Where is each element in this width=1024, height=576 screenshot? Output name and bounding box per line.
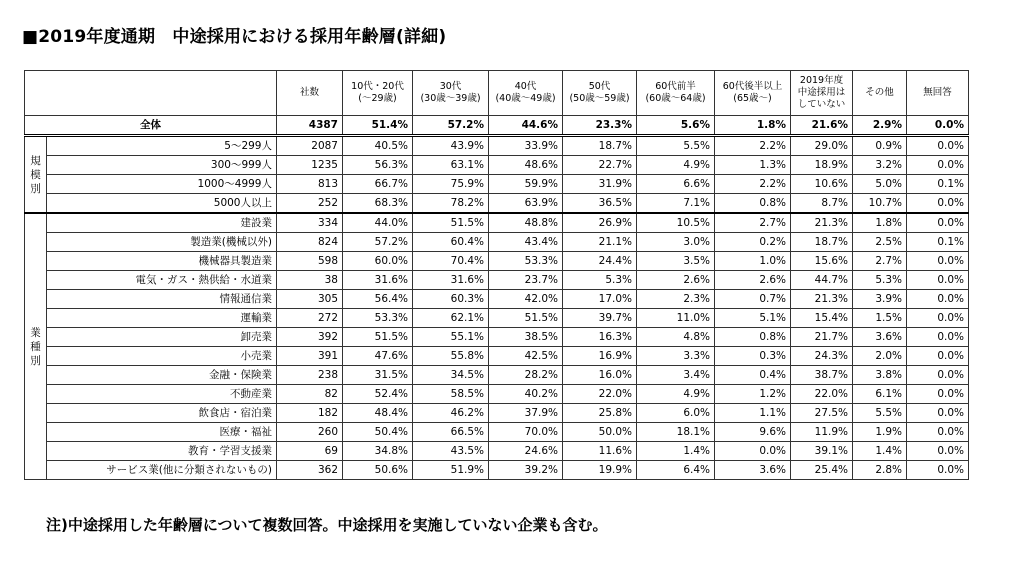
table-cell: 252 (277, 194, 343, 214)
row-label: 建設業 (47, 213, 277, 233)
table-cell: 0.0% (907, 252, 969, 271)
table-cell: 0.0% (907, 442, 969, 461)
table-cell: 0.8% (715, 328, 791, 347)
table-cell: 0.0% (907, 385, 969, 404)
table-row (25, 385, 969, 404)
table-cell: 0.0% (907, 156, 969, 175)
table-cell: 17.0% (563, 290, 637, 309)
table-cell: 2.7% (853, 252, 907, 271)
row-label: 300〜999人 (47, 156, 277, 175)
table-cell: 43.9% (413, 136, 489, 156)
table-row (25, 271, 969, 290)
table-cell: 0.0% (907, 328, 969, 347)
table-cell: 6.4% (637, 461, 715, 480)
table-cell: 1.1% (715, 404, 791, 423)
table-cell: 36.5% (563, 194, 637, 214)
table-cell: 1.3% (715, 156, 791, 175)
table-cell: 56.4% (343, 290, 413, 309)
table-cell: 82 (277, 385, 343, 404)
table-cell: 18.7% (791, 233, 853, 252)
table-cell: 6.6% (637, 175, 715, 194)
table-cell: 0.0% (715, 442, 791, 461)
table-cell: 0.2% (715, 233, 791, 252)
table-cell: 60.0% (343, 252, 413, 271)
table-cell: 0.0% (907, 461, 969, 480)
header-blank (25, 71, 277, 116)
table-cell: 5.5% (637, 136, 715, 156)
table-cell: 0.1% (907, 175, 969, 194)
header-other: その他 (853, 71, 907, 116)
table-cell: 21.3% (791, 290, 853, 309)
table-cell: 37.9% (489, 404, 563, 423)
table-cell: 3.6% (715, 461, 791, 480)
table-cell: 27.5% (791, 404, 853, 423)
row-label: 運輸業 (47, 309, 277, 328)
table-cell: 69 (277, 442, 343, 461)
table-cell: 47.6% (343, 347, 413, 366)
table-cell: 0.0% (907, 309, 969, 328)
table-cell: 31.6% (413, 271, 489, 290)
table-cell: 3.0% (637, 233, 715, 252)
table-cell: 19.9% (563, 461, 637, 480)
table-cell: 0.8% (715, 194, 791, 214)
table-cell: 58.5% (413, 385, 489, 404)
table-cell: 0.7% (715, 290, 791, 309)
table-cell: 3.8% (853, 366, 907, 385)
table-row (25, 366, 969, 385)
table-cell: 70.0% (489, 423, 563, 442)
table-cell: 15.6% (791, 252, 853, 271)
table-cell: 0.9% (853, 136, 907, 156)
table-cell: 1.0% (715, 252, 791, 271)
row-label: 金融・保険業 (47, 366, 277, 385)
table-cell: 0.0% (907, 194, 969, 214)
age-table (24, 70, 969, 480)
total-cell: 21.6% (791, 116, 853, 136)
table-cell: 2.6% (637, 271, 715, 290)
header-no-answer: 無回答 (907, 71, 969, 116)
table-row (25, 442, 969, 461)
table-cell: 260 (277, 423, 343, 442)
table-cell: 1.4% (853, 442, 907, 461)
table-cell: 23.7% (489, 271, 563, 290)
table-cell: 0.0% (907, 404, 969, 423)
header-row (25, 71, 969, 116)
table-cell: 50.4% (343, 423, 413, 442)
table-row (25, 290, 969, 309)
header-30s: 30代 (30歳〜39歳) (413, 71, 489, 116)
table-cell: 56.3% (343, 156, 413, 175)
table-cell: 62.1% (413, 309, 489, 328)
table-cell: 813 (277, 175, 343, 194)
table-cell: 3.5% (637, 252, 715, 271)
total-row (25, 116, 969, 136)
table-cell: 50.6% (343, 461, 413, 480)
table-row (25, 347, 969, 366)
table-cell: 2.6% (715, 271, 791, 290)
table-row (25, 194, 969, 214)
header-count: 社数 (277, 71, 343, 116)
table-cell: 53.3% (489, 252, 563, 271)
table-cell: 34.8% (343, 442, 413, 461)
table-cell: 48.4% (343, 404, 413, 423)
row-label: 小売業 (47, 347, 277, 366)
table-row (25, 136, 969, 156)
row-label: 飲食店・宿泊業 (47, 404, 277, 423)
table-cell: 3.9% (853, 290, 907, 309)
total-cell: 44.6% (489, 116, 563, 136)
table-cell: 78.2% (413, 194, 489, 214)
table-cell: 33.9% (489, 136, 563, 156)
table-row (25, 156, 969, 175)
table-cell: 2.2% (715, 136, 791, 156)
table-cell: 70.4% (413, 252, 489, 271)
table-cell: 53.3% (343, 309, 413, 328)
table-cell: 8.7% (791, 194, 853, 214)
table-cell: 68.3% (343, 194, 413, 214)
table-cell: 1.2% (715, 385, 791, 404)
header-teens-20s: 10代・20代 (〜29歳) (343, 71, 413, 116)
age-table-container (24, 70, 968, 480)
table-cell: 25.4% (791, 461, 853, 480)
table-cell: 16.0% (563, 366, 637, 385)
table-cell: 598 (277, 252, 343, 271)
table-cell: 29.0% (791, 136, 853, 156)
table-cell: 18.9% (791, 156, 853, 175)
table-cell: 6.0% (637, 404, 715, 423)
table-cell: 51.5% (413, 213, 489, 233)
table-cell: 39.1% (791, 442, 853, 461)
table-cell: 38 (277, 271, 343, 290)
table-cell: 34.5% (413, 366, 489, 385)
header-early-60s: 60代前半 (60歳〜64歳) (637, 71, 715, 116)
table-cell: 24.3% (791, 347, 853, 366)
row-label: 不動産業 (47, 385, 277, 404)
table-cell: 1.5% (853, 309, 907, 328)
table-cell: 43.4% (489, 233, 563, 252)
table-cell: 46.2% (413, 404, 489, 423)
table-cell: 31.9% (563, 175, 637, 194)
table-cell: 3.3% (637, 347, 715, 366)
table-cell: 51.5% (343, 328, 413, 347)
table-cell: 66.5% (413, 423, 489, 442)
table-cell: 18.7% (563, 136, 637, 156)
table-cell: 5.5% (853, 404, 907, 423)
table-cell: 391 (277, 347, 343, 366)
total-cell: 0.0% (907, 116, 969, 136)
table-cell: 2.2% (715, 175, 791, 194)
table-cell: 24.4% (563, 252, 637, 271)
total-cell: 57.2% (413, 116, 489, 136)
table-cell: 0.0% (907, 271, 969, 290)
table-cell: 0.0% (907, 290, 969, 309)
table-cell: 4.9% (637, 385, 715, 404)
table-cell: 0.0% (907, 366, 969, 385)
table-cell: 22.0% (563, 385, 637, 404)
table-cell: 182 (277, 404, 343, 423)
row-label: 医療・福祉 (47, 423, 277, 442)
page-title: ■2019年度通期 中途採用における採用年齢層(詳細) (22, 27, 447, 47)
table-cell: 26.9% (563, 213, 637, 233)
table-cell: 31.5% (343, 366, 413, 385)
table-cell: 1.8% (853, 213, 907, 233)
row-label: 5〜299人 (47, 136, 277, 156)
table-cell: 38.5% (489, 328, 563, 347)
table-cell: 21.7% (791, 328, 853, 347)
row-label: 製造業(機械以外) (47, 233, 277, 252)
table-cell: 6.1% (853, 385, 907, 404)
table-cell: 48.8% (489, 213, 563, 233)
table-cell: 38.7% (791, 366, 853, 385)
table-cell: 40.2% (489, 385, 563, 404)
table-cell: 0.4% (715, 366, 791, 385)
table-cell: 3.4% (637, 366, 715, 385)
table-cell: 392 (277, 328, 343, 347)
row-label: サービス業(他に分類されないもの) (47, 461, 277, 480)
table-cell: 2.3% (637, 290, 715, 309)
table-cell: 59.9% (489, 175, 563, 194)
total-cell: 1.8% (715, 116, 791, 136)
table-cell: 22.0% (791, 385, 853, 404)
table-row (25, 213, 969, 233)
table-cell: 60.4% (413, 233, 489, 252)
table-cell: 75.9% (413, 175, 489, 194)
table-cell: 272 (277, 309, 343, 328)
table-cell: 2.0% (853, 347, 907, 366)
table-cell: 18.1% (637, 423, 715, 442)
row-label: 教育・学習支援業 (47, 442, 277, 461)
group-label-industry: 業 種 別 (25, 213, 47, 480)
total-label: 全体 (25, 116, 277, 136)
table-cell: 50.0% (563, 423, 637, 442)
table-cell: 63.9% (489, 194, 563, 214)
table-cell: 16.9% (563, 347, 637, 366)
table-cell: 48.6% (489, 156, 563, 175)
table-cell: 43.5% (413, 442, 489, 461)
table-cell: 11.9% (791, 423, 853, 442)
table-cell: 21.1% (563, 233, 637, 252)
header-40s: 40代 (40歳〜49歳) (489, 71, 563, 116)
total-cell: 51.4% (343, 116, 413, 136)
table-row (25, 423, 969, 442)
row-label: 電気・ガス・熱供給・水道業 (47, 271, 277, 290)
table-row (25, 404, 969, 423)
table-row (25, 252, 969, 271)
table-cell: 39.7% (563, 309, 637, 328)
table-cell: 334 (277, 213, 343, 233)
total-cell: 4387 (277, 116, 343, 136)
table-cell: 11.6% (563, 442, 637, 461)
table-cell: 3.2% (853, 156, 907, 175)
table-cell: 4.9% (637, 156, 715, 175)
total-cell: 5.6% (637, 116, 715, 136)
table-cell: 42.0% (489, 290, 563, 309)
table-cell: 39.2% (489, 461, 563, 480)
row-label: 卸売業 (47, 328, 277, 347)
header-no-hiring: 2019年度 中途採用は していない (791, 71, 853, 116)
table-cell: 2087 (277, 136, 343, 156)
footnote: 注)中途採用した年齢層について複数回答。中途採用を実施していない企業も含む。 (46, 516, 608, 534)
table-row (25, 175, 969, 194)
table-cell: 9.6% (715, 423, 791, 442)
row-label: 1000〜4999人 (47, 175, 277, 194)
table-cell: 31.6% (343, 271, 413, 290)
table-cell: 15.4% (791, 309, 853, 328)
table-cell: 63.1% (413, 156, 489, 175)
table-row (25, 309, 969, 328)
table-cell: 42.5% (489, 347, 563, 366)
total-cell: 23.3% (563, 116, 637, 136)
table-cell: 7.1% (637, 194, 715, 214)
row-label: 機械器具製造業 (47, 252, 277, 271)
row-label: 5000人以上 (47, 194, 277, 214)
table-cell: 60.3% (413, 290, 489, 309)
table-row (25, 328, 969, 347)
table-cell: 5.0% (853, 175, 907, 194)
header-late-60s: 60代後半以上 (65歳〜) (715, 71, 791, 116)
table-cell: 28.2% (489, 366, 563, 385)
table-cell: 51.5% (489, 309, 563, 328)
table-cell: 2.5% (853, 233, 907, 252)
group-label-size: 規 模 別 (25, 136, 47, 214)
table-cell: 10.6% (791, 175, 853, 194)
table-cell: 1.9% (853, 423, 907, 442)
total-cell: 2.9% (853, 116, 907, 136)
table-cell: 5.3% (563, 271, 637, 290)
table-cell: 1.4% (637, 442, 715, 461)
table-cell: 40.5% (343, 136, 413, 156)
table-cell: 22.7% (563, 156, 637, 175)
table-cell: 0.0% (907, 213, 969, 233)
table-cell: 25.8% (563, 404, 637, 423)
table-cell: 51.9% (413, 461, 489, 480)
table-cell: 2.7% (715, 213, 791, 233)
row-label: 情報通信業 (47, 290, 277, 309)
table-cell: 66.7% (343, 175, 413, 194)
table-cell: 0.3% (715, 347, 791, 366)
table-cell: 0.0% (907, 136, 969, 156)
table-cell: 11.0% (637, 309, 715, 328)
table-cell: 16.3% (563, 328, 637, 347)
table-cell: 55.1% (413, 328, 489, 347)
table-cell: 2.8% (853, 461, 907, 480)
table-cell: 3.6% (853, 328, 907, 347)
table-cell: 10.5% (637, 213, 715, 233)
table-cell: 5.3% (853, 271, 907, 290)
table-cell: 24.6% (489, 442, 563, 461)
table-cell: 55.8% (413, 347, 489, 366)
table-cell: 10.7% (853, 194, 907, 214)
header-50s: 50代 (50歳〜59歳) (563, 71, 637, 116)
table-cell: 21.3% (791, 213, 853, 233)
table-cell: 44.0% (343, 213, 413, 233)
table-cell: 238 (277, 366, 343, 385)
table-cell: 0.1% (907, 233, 969, 252)
table-cell: 305 (277, 290, 343, 309)
table-cell: 0.0% (907, 423, 969, 442)
table-cell: 5.1% (715, 309, 791, 328)
table-cell: 0.0% (907, 347, 969, 366)
table-cell: 4.8% (637, 328, 715, 347)
table-cell: 44.7% (791, 271, 853, 290)
table-row (25, 461, 969, 480)
table-cell: 52.4% (343, 385, 413, 404)
table-cell: 1235 (277, 156, 343, 175)
table-row (25, 233, 969, 252)
table-cell: 362 (277, 461, 343, 480)
table-cell: 57.2% (343, 233, 413, 252)
table-cell: 824 (277, 233, 343, 252)
